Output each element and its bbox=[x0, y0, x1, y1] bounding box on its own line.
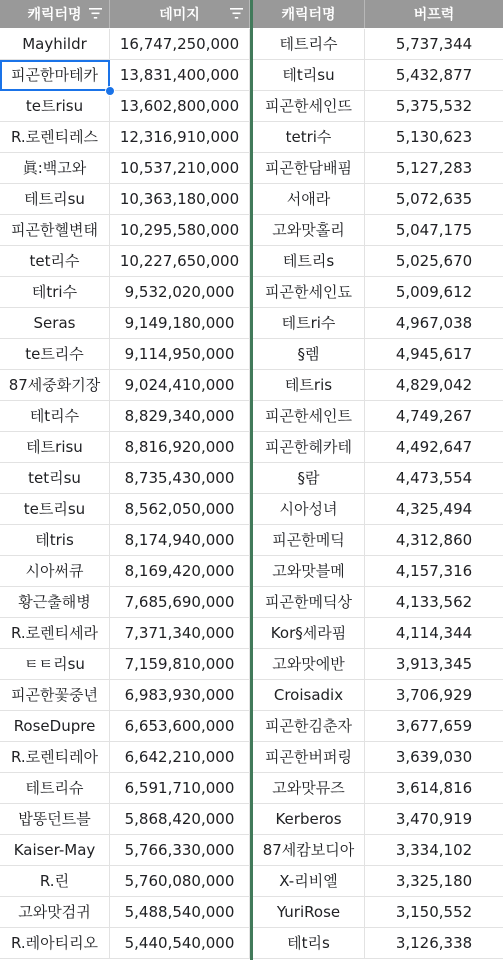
cell-character-name-left[interactable]: 87세중화기장 bbox=[0, 370, 110, 401]
cell-buff-power[interactable]: 5,025,670 bbox=[365, 246, 503, 277]
cell-character-name-right[interactable]: 서애라 bbox=[253, 184, 365, 215]
cell-damage[interactable]: 8,829,340,000 bbox=[110, 401, 250, 432]
cell-character-name-left[interactable]: 테t리수 bbox=[0, 401, 110, 432]
cell-damage[interactable]: 12,316,910,000 bbox=[110, 122, 250, 153]
cell-character-name-left[interactable]: 밥똥던트블 bbox=[0, 804, 110, 835]
cell-character-name-left[interactable]: tet리su bbox=[0, 463, 110, 494]
cell-character-name-left[interactable]: Seras bbox=[0, 308, 110, 339]
cell-character-name-right[interactable]: 피곤한헤카테 bbox=[253, 432, 365, 463]
cell-character-name-right[interactable]: §람 bbox=[253, 463, 365, 494]
cell-character-name-right[interactable]: 피곤한메딕상 bbox=[253, 587, 365, 618]
cell-buff-power[interactable]: 4,157,316 bbox=[365, 556, 503, 587]
cell-character-name-left[interactable]: te트리su bbox=[0, 494, 110, 525]
cell-damage[interactable]: 10,363,180,000 bbox=[110, 184, 250, 215]
cell-damage[interactable]: 13,831,400,000 bbox=[110, 60, 250, 91]
cell-damage[interactable]: 5,440,540,000 bbox=[110, 928, 250, 959]
cell-character-name-left[interactable]: R.로렌티레스 bbox=[0, 122, 110, 153]
column-header-label: 캐릭터명 bbox=[281, 7, 336, 23]
cell-character-name-left[interactable]: te트risu bbox=[0, 91, 110, 122]
filter-icon[interactable] bbox=[230, 8, 243, 19]
cell-buff-power[interactable]: 5,375,532 bbox=[365, 91, 503, 122]
cell-buff-power[interactable]: 4,312,860 bbox=[365, 525, 503, 556]
cell-character-name-right[interactable]: 피곤한세인트 bbox=[253, 401, 365, 432]
cell-buff-power[interactable]: 3,150,552 bbox=[365, 897, 503, 928]
cell-character-name-right[interactable]: YuriRose bbox=[253, 897, 365, 928]
cell-buff-power[interactable]: 3,334,102 bbox=[365, 835, 503, 866]
cell-damage[interactable]: 7,685,690,000 bbox=[110, 587, 250, 618]
cell-character-name-right[interactable]: Croisadix bbox=[253, 680, 365, 711]
cell-damage[interactable]: 6,983,930,000 bbox=[110, 680, 250, 711]
cell-character-name-right[interactable]: 시아성녀 bbox=[253, 494, 365, 525]
cell-damage[interactable]: 9,149,180,000 bbox=[110, 308, 250, 339]
cell-buff-power[interactable]: 3,639,030 bbox=[365, 742, 503, 773]
cell-character-name-right[interactable]: §렘 bbox=[253, 339, 365, 370]
cell-damage[interactable]: 7,159,810,000 bbox=[110, 649, 250, 680]
cell-character-name-right[interactable]: 피곤한담배핌 bbox=[253, 153, 365, 184]
cell-character-name-left[interactable]: 시아써큐 bbox=[0, 556, 110, 587]
cell-buff-power[interactable]: 4,829,042 bbox=[365, 370, 503, 401]
cell-character-name-right[interactable]: 피곤한세인뜨 bbox=[253, 91, 365, 122]
cell-character-name-right[interactable]: X-리비엘 bbox=[253, 866, 365, 897]
column-header-character-name-right[interactable] bbox=[253, 0, 365, 28]
cell-character-name-left[interactable]: tet리수 bbox=[0, 246, 110, 277]
cell-damage[interactable]: 8,169,420,000 bbox=[110, 556, 250, 587]
fill-handle[interactable] bbox=[105, 86, 115, 96]
cell-damage[interactable]: 6,591,710,000 bbox=[110, 773, 250, 804]
cell-character-name-right[interactable]: tetri수 bbox=[253, 122, 365, 153]
cell-buff-power[interactable]: 3,614,816 bbox=[365, 773, 503, 804]
cell-buff-power[interactable]: 5,432,877 bbox=[365, 60, 503, 91]
cell-damage[interactable]: 13,602,800,000 bbox=[110, 91, 250, 122]
cell-character-name-left[interactable]: R.로렌티레아 bbox=[0, 742, 110, 773]
cell-buff-power[interactable]: 4,967,038 bbox=[365, 308, 503, 339]
cell-character-name-right[interactable]: 고와맛블메 bbox=[253, 556, 365, 587]
cell-character-name-left[interactable]: 황근출해병 bbox=[0, 587, 110, 618]
cell-damage[interactable]: 16,747,250,000 bbox=[110, 29, 250, 60]
cell-character-name-left[interactable]: R.린 bbox=[0, 866, 110, 897]
cell-damage[interactable]: 5,868,420,000 bbox=[110, 804, 250, 835]
cell-character-name-left[interactable]: 피곤한마테카 bbox=[0, 60, 110, 91]
cell-damage[interactable]: 10,537,210,000 bbox=[110, 153, 250, 184]
cell-character-name-left[interactable]: 테트risu bbox=[0, 432, 110, 463]
cell-buff-power[interactable]: 3,470,919 bbox=[365, 804, 503, 835]
cell-damage[interactable]: 6,653,600,000 bbox=[110, 711, 250, 742]
column-header-damage[interactable] bbox=[110, 0, 250, 28]
cell-character-name-left[interactable]: 테트리슈 bbox=[0, 773, 110, 804]
cell-character-name-right[interactable]: 테t리su bbox=[253, 60, 365, 91]
cell-damage[interactable]: 8,174,940,000 bbox=[110, 525, 250, 556]
cell-buff-power[interactable]: 3,677,659 bbox=[365, 711, 503, 742]
cell-damage[interactable]: 10,295,580,000 bbox=[110, 215, 250, 246]
cell-buff-power[interactable]: 5,009,612 bbox=[365, 277, 503, 308]
cell-buff-power[interactable]: 4,114,344 bbox=[365, 618, 503, 649]
cell-character-name-left[interactable]: 피곤한헬변태 bbox=[0, 215, 110, 246]
cell-character-name-left[interactable]: RoseDupre bbox=[0, 711, 110, 742]
cell-buff-power[interactable]: 3,126,338 bbox=[365, 928, 503, 959]
cell-buff-power[interactable]: 4,492,647 bbox=[365, 432, 503, 463]
cell-character-name-right[interactable]: Kor§세라핌 bbox=[253, 618, 365, 649]
cell-character-name-right[interactable]: 피곤한김춘자 bbox=[253, 711, 365, 742]
cell-character-name-right[interactable]: 테트ris bbox=[253, 370, 365, 401]
cell-character-name-left[interactable]: 테tri수 bbox=[0, 277, 110, 308]
cell-damage[interactable]: 5,488,540,000 bbox=[110, 897, 250, 928]
column-header-label: 캐릭터명 bbox=[27, 7, 82, 23]
column-header-buff-power[interactable] bbox=[365, 0, 503, 28]
cell-character-name-right[interactable]: 고와맛뮤즈 bbox=[253, 773, 365, 804]
cell-buff-power[interactable]: 4,473,554 bbox=[365, 463, 503, 494]
cell-damage[interactable]: 9,114,950,000 bbox=[110, 339, 250, 370]
cell-character-name-right[interactable]: 피곤한세인됴 bbox=[253, 277, 365, 308]
cell-buff-power[interactable]: 4,325,494 bbox=[365, 494, 503, 525]
cell-character-name-right[interactable]: 테트리s bbox=[253, 246, 365, 277]
cell-damage[interactable]: 6,642,210,000 bbox=[110, 742, 250, 773]
cell-buff-power[interactable]: 3,913,345 bbox=[365, 649, 503, 680]
column-header-label: 버프력 bbox=[413, 7, 455, 23]
cell-damage[interactable]: 8,816,920,000 bbox=[110, 432, 250, 463]
cell-buff-power[interactable]: 5,047,175 bbox=[365, 215, 503, 246]
cell-damage[interactable]: 9,024,410,000 bbox=[110, 370, 250, 401]
cell-character-name-left[interactable]: 眞:백고와 bbox=[0, 153, 110, 184]
cell-buff-power[interactable]: 5,130,623 bbox=[365, 122, 503, 153]
cell-character-name-left[interactable]: R.로렌티세라 bbox=[0, 618, 110, 649]
cell-buff-power[interactable]: 3,706,929 bbox=[365, 680, 503, 711]
cell-damage[interactable]: 8,562,050,000 bbox=[110, 494, 250, 525]
cell-damage[interactable]: 8,735,430,000 bbox=[110, 463, 250, 494]
cell-character-name-left[interactable]: Kaiser-May bbox=[0, 835, 110, 866]
section-divider bbox=[250, 0, 253, 960]
cell-buff-power[interactable]: 4,749,267 bbox=[365, 401, 503, 432]
column-header-label: 데미지 bbox=[159, 7, 200, 23]
cell-buff-power[interactable]: 3,325,180 bbox=[365, 866, 503, 897]
cell-character-name-right[interactable]: 87세캄보디아 bbox=[253, 835, 365, 866]
cell-character-name-right[interactable]: 테t리s bbox=[253, 928, 365, 959]
cell-character-name-right[interactable]: 피곤한버퍼링 bbox=[253, 742, 365, 773]
cell-buff-power[interactable]: 4,945,617 bbox=[365, 339, 503, 370]
cell-character-name-right[interactable]: 피곤한메딕 bbox=[253, 525, 365, 556]
filter-icon[interactable] bbox=[89, 8, 102, 19]
cell-buff-power[interactable]: 5,072,635 bbox=[365, 184, 503, 215]
cell-damage[interactable]: 9,532,020,000 bbox=[110, 277, 250, 308]
cell-character-name-right[interactable]: 고와맛에반 bbox=[253, 649, 365, 680]
cell-character-name-right[interactable]: 테트리수 bbox=[253, 29, 365, 60]
cell-character-name-left[interactable]: 테tris bbox=[0, 525, 110, 556]
cell-character-name-left[interactable]: 피곤한꽃중년 bbox=[0, 680, 110, 711]
cell-buff-power[interactable]: 5,737,344 bbox=[365, 29, 503, 60]
cell-character-name-left[interactable]: R.레아티리오 bbox=[0, 928, 110, 959]
cell-buff-power[interactable]: 4,133,562 bbox=[365, 587, 503, 618]
cell-damage[interactable]: 7,371,340,000 bbox=[110, 618, 250, 649]
cell-character-name-right[interactable]: Kerberos bbox=[253, 804, 365, 835]
cell-damage[interactable]: 10,227,650,000 bbox=[110, 246, 250, 277]
cell-buff-power[interactable]: 5,127,283 bbox=[365, 153, 503, 184]
cell-damage[interactable]: 5,766,330,000 bbox=[110, 835, 250, 866]
cell-character-name-left[interactable]: Mayhildr bbox=[0, 29, 110, 60]
cell-damage[interactable]: 5,760,080,000 bbox=[110, 866, 250, 897]
cell-character-name-left[interactable]: 테트리su bbox=[0, 184, 110, 215]
cell-character-name-right[interactable]: 고와맛홀리 bbox=[253, 215, 365, 246]
cell-character-name-left[interactable]: te트리수 bbox=[0, 339, 110, 370]
cell-character-name-left[interactable]: ㅌㅌ리su bbox=[0, 649, 110, 680]
cell-character-name-left[interactable]: 고와맛검귀 bbox=[0, 897, 110, 928]
cell-character-name-right[interactable]: 테트ri수 bbox=[253, 308, 365, 339]
